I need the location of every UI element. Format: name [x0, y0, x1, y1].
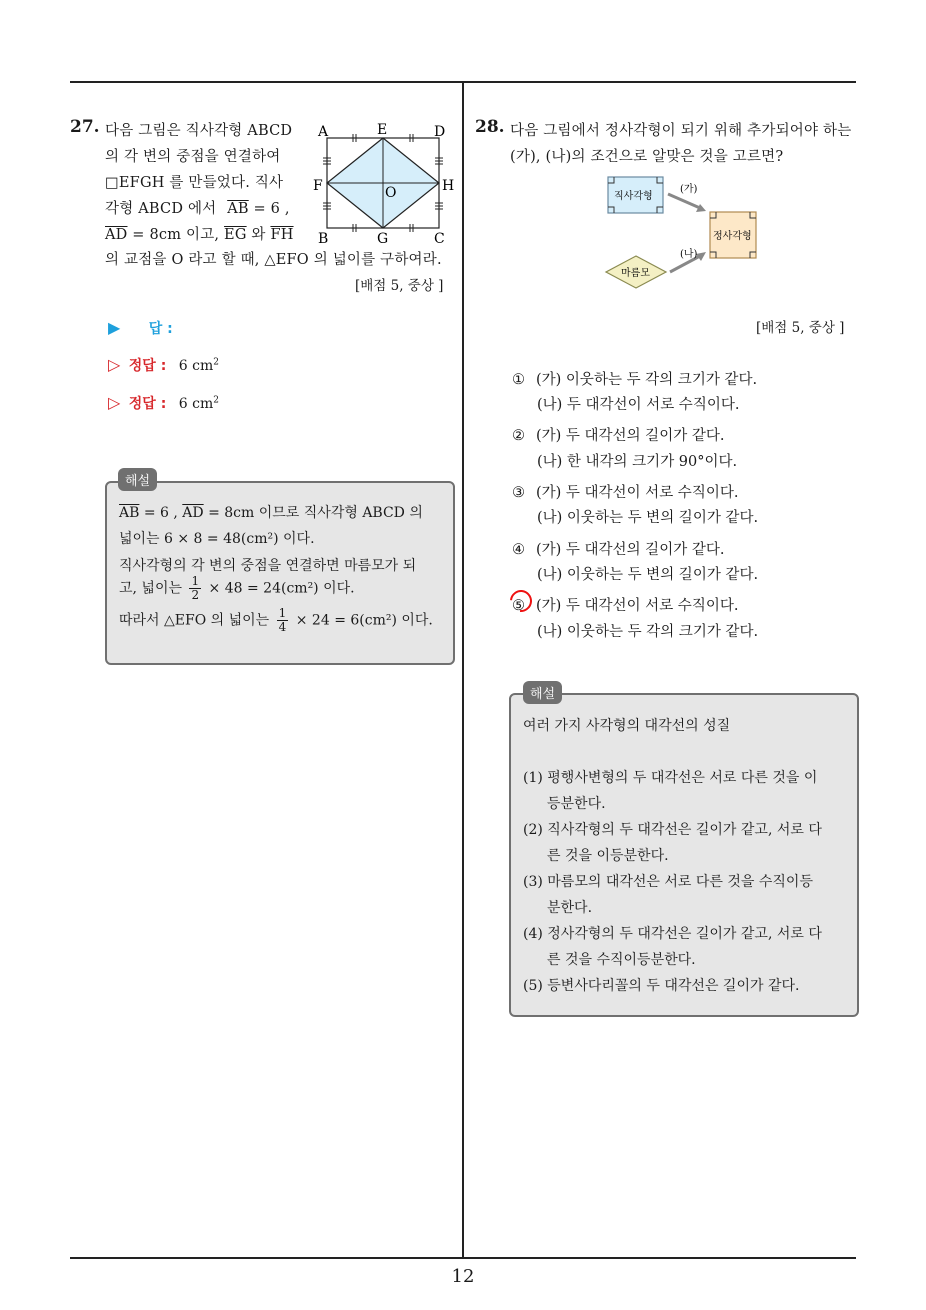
explain-line: (3) 마름모의 대각선은 서로 다른 것을 수직이등: [523, 874, 813, 890]
segment-ab: $\overline{AB}$: [227, 201, 249, 217]
explain-line: 분한다.: [547, 900, 593, 916]
q28-explanation-box: [509, 693, 859, 1017]
explain-line: 른 것을 이등분한다.: [547, 848, 669, 864]
correct-answer-label: 정답 :: [128, 396, 167, 412]
q27-text-line: □EFGH 를 만들었다. 직사: [105, 175, 284, 191]
page-number: 12: [451, 1266, 475, 1287]
choice-1-line2: (나) 두 대각선이 서로 수직이다.: [537, 397, 740, 413]
q27-explanation-box: [105, 481, 455, 665]
explain-line: 넓이는 6 × 8 = 48(cm²) 이다.: [119, 531, 315, 547]
label-b: B: [318, 231, 329, 246]
fraction: [189, 575, 201, 602]
bottom-rule: [70, 1257, 856, 1259]
explain-text: × 24 = 6(cm²) 이다.: [295, 612, 433, 629]
condition-b-label: (나): [680, 249, 698, 260]
explain-line: 른 것을 수직이등분한다.: [547, 952, 696, 968]
q27-score-meta: [배점 5, 중상 ]: [355, 278, 444, 294]
label-d: D: [434, 124, 446, 140]
segment-ab: $\overline{AB}$: [119, 505, 140, 521]
explain-line: [119, 502, 423, 522]
correct-answer-value: [179, 358, 219, 374]
choice-4[interactable]: [512, 538, 724, 559]
q28-text-line: (가), (나)의 조건으로 알맞은 것을 고르면?: [510, 149, 784, 165]
explain-line: (5) 등변사다리꼴의 두 대각선은 길이가 같다.: [523, 978, 800, 994]
denominator: 2: [191, 588, 200, 602]
choice-2[interactable]: [512, 424, 724, 445]
choice-5-line2: (나) 이웃하는 두 각의 크기가 같다.: [537, 624, 759, 640]
answer-label: 답 :: [148, 321, 173, 337]
rect-label: 직사각형: [614, 191, 653, 202]
segment-ad: $\overline{AD}$: [182, 505, 204, 521]
q27-rectangle-figure: [310, 118, 460, 246]
explain-text: 따라서 △EFO 의 넓이는: [119, 612, 270, 629]
fraction: [277, 607, 289, 634]
q28-text-line: 다음 그림에서 정사각형이 되기 위해 추가되어야 하는: [510, 123, 852, 139]
answer-row: [108, 318, 173, 338]
choice-text: (가) 두 대각선이 서로 수직이다.: [536, 485, 739, 501]
choice-number: ②: [512, 428, 525, 444]
choice-2-line2: (나) 한 내각의 크기가 90°이다.: [537, 454, 738, 470]
q27-text-part: 각형 ABCD 에서: [105, 201, 217, 217]
choice-3-line2: (나) 이웃하는 두 변의 길이가 같다.: [537, 510, 759, 526]
column-divider: [462, 82, 464, 1258]
explain-text: = 6 ,: [139, 505, 183, 521]
q28-number: 28.: [475, 117, 505, 137]
q27-text-part: 이고,: [185, 227, 220, 243]
explain-line: 등분한다.: [547, 796, 606, 812]
segment-eg: $\overline{EG}$: [224, 227, 247, 243]
choice-text: (가) 두 대각선이 서로 수직이다.: [536, 598, 739, 614]
play-triangle-icon: ▶: [108, 318, 121, 337]
explain-text: 고, 넓이는: [119, 580, 182, 597]
explain-title: 여러 가지 사각형의 대각선의 성질: [523, 718, 731, 734]
choice-number: ③: [512, 485, 525, 501]
label-c: C: [434, 231, 445, 246]
square-label: 정사각형: [713, 231, 752, 242]
rhombus-label: 마름모: [621, 268, 650, 279]
choice-text: (가) 두 대각선의 길이가 같다.: [536, 428, 725, 444]
correct-answer-label: 정답 :: [128, 358, 167, 374]
condition-a-label: (가): [680, 184, 698, 195]
segment-ad: $\overline{AD}$: [105, 227, 128, 243]
correct-answer-row: [108, 355, 219, 375]
correct-answer-text: 6 cm: [178, 396, 214, 412]
explain-line: [119, 575, 355, 602]
q27-number: 27.: [70, 117, 100, 137]
q28-quadrilateral-figure: [600, 172, 770, 298]
explain-line: 직사각형의 각 변의 중점을 연결하면 마름모가 되: [119, 558, 417, 574]
choice-4-line2: (나) 이웃하는 두 변의 길이가 같다.: [537, 567, 759, 583]
q27-and: 와: [246, 227, 271, 243]
q27-eq-ad: = 8cm: [127, 227, 182, 243]
q28-score-meta: [배점 5, 중상 ]: [756, 320, 845, 336]
segment-fh: $\overline{FH}$: [270, 227, 294, 243]
numerator: 1: [278, 606, 287, 620]
q27-text-line: [105, 197, 290, 218]
explain-text: × 48 = 24(cm²) 이다.: [208, 580, 355, 597]
choice-number: ①: [512, 372, 525, 388]
label-h: H: [442, 178, 455, 194]
choice-number: ④: [512, 542, 525, 558]
outline-triangle-icon: ▷: [108, 355, 121, 374]
label-f: F: [313, 178, 323, 194]
correct-answer-row: [108, 393, 219, 413]
correct-answer-text: 6 cm: [178, 358, 214, 374]
label-o: O: [385, 185, 397, 201]
choice-text: (가) 두 대각선의 길이가 같다.: [536, 542, 725, 558]
choice-number: ⑤: [512, 598, 525, 614]
superscript: 2: [213, 395, 219, 406]
explain-line: [119, 607, 433, 634]
explain-line: (4) 정사각형의 두 대각선은 길이가 같고, 서로 다: [523, 926, 822, 942]
outline-triangle-icon: ▷: [108, 393, 121, 412]
explanation-tab: 해설: [523, 681, 562, 704]
explain-line: (2) 직사각형의 두 대각선은 길이가 같고, 서로 다: [523, 822, 822, 838]
q27-eq-ab: = 6 ,: [248, 201, 290, 217]
choice-3[interactable]: [512, 481, 738, 502]
q27-text-line: 의 각 변의 중점을 연결하여: [105, 149, 281, 165]
q27-text-line: 의 교점을 O 라고 할 때, △EFO 의 넓이를 구하여라.: [105, 252, 442, 268]
explain-text: = 8cm 이므로 직사각형 ABCD 의: [203, 505, 423, 521]
explain-line: (1) 평행사변형의 두 대각선은 서로 다른 것을 이: [523, 770, 818, 786]
explanation-tab: 해설: [118, 468, 157, 491]
q27-text-line: [105, 223, 294, 244]
choice-text: (가) 이웃하는 두 각의 크기가 같다.: [536, 372, 758, 388]
choice-5[interactable]: [512, 594, 738, 615]
correct-answer-value: [179, 396, 219, 412]
label-e: E: [377, 122, 388, 138]
numerator: 1: [191, 574, 200, 588]
denominator: 4: [278, 620, 287, 634]
label-a: A: [318, 124, 329, 140]
q27-text-line: 다음 그림은 직사각형 ABCD: [105, 123, 293, 139]
choice-1[interactable]: [512, 368, 757, 389]
label-g: G: [377, 231, 389, 246]
superscript: 2: [213, 357, 219, 368]
